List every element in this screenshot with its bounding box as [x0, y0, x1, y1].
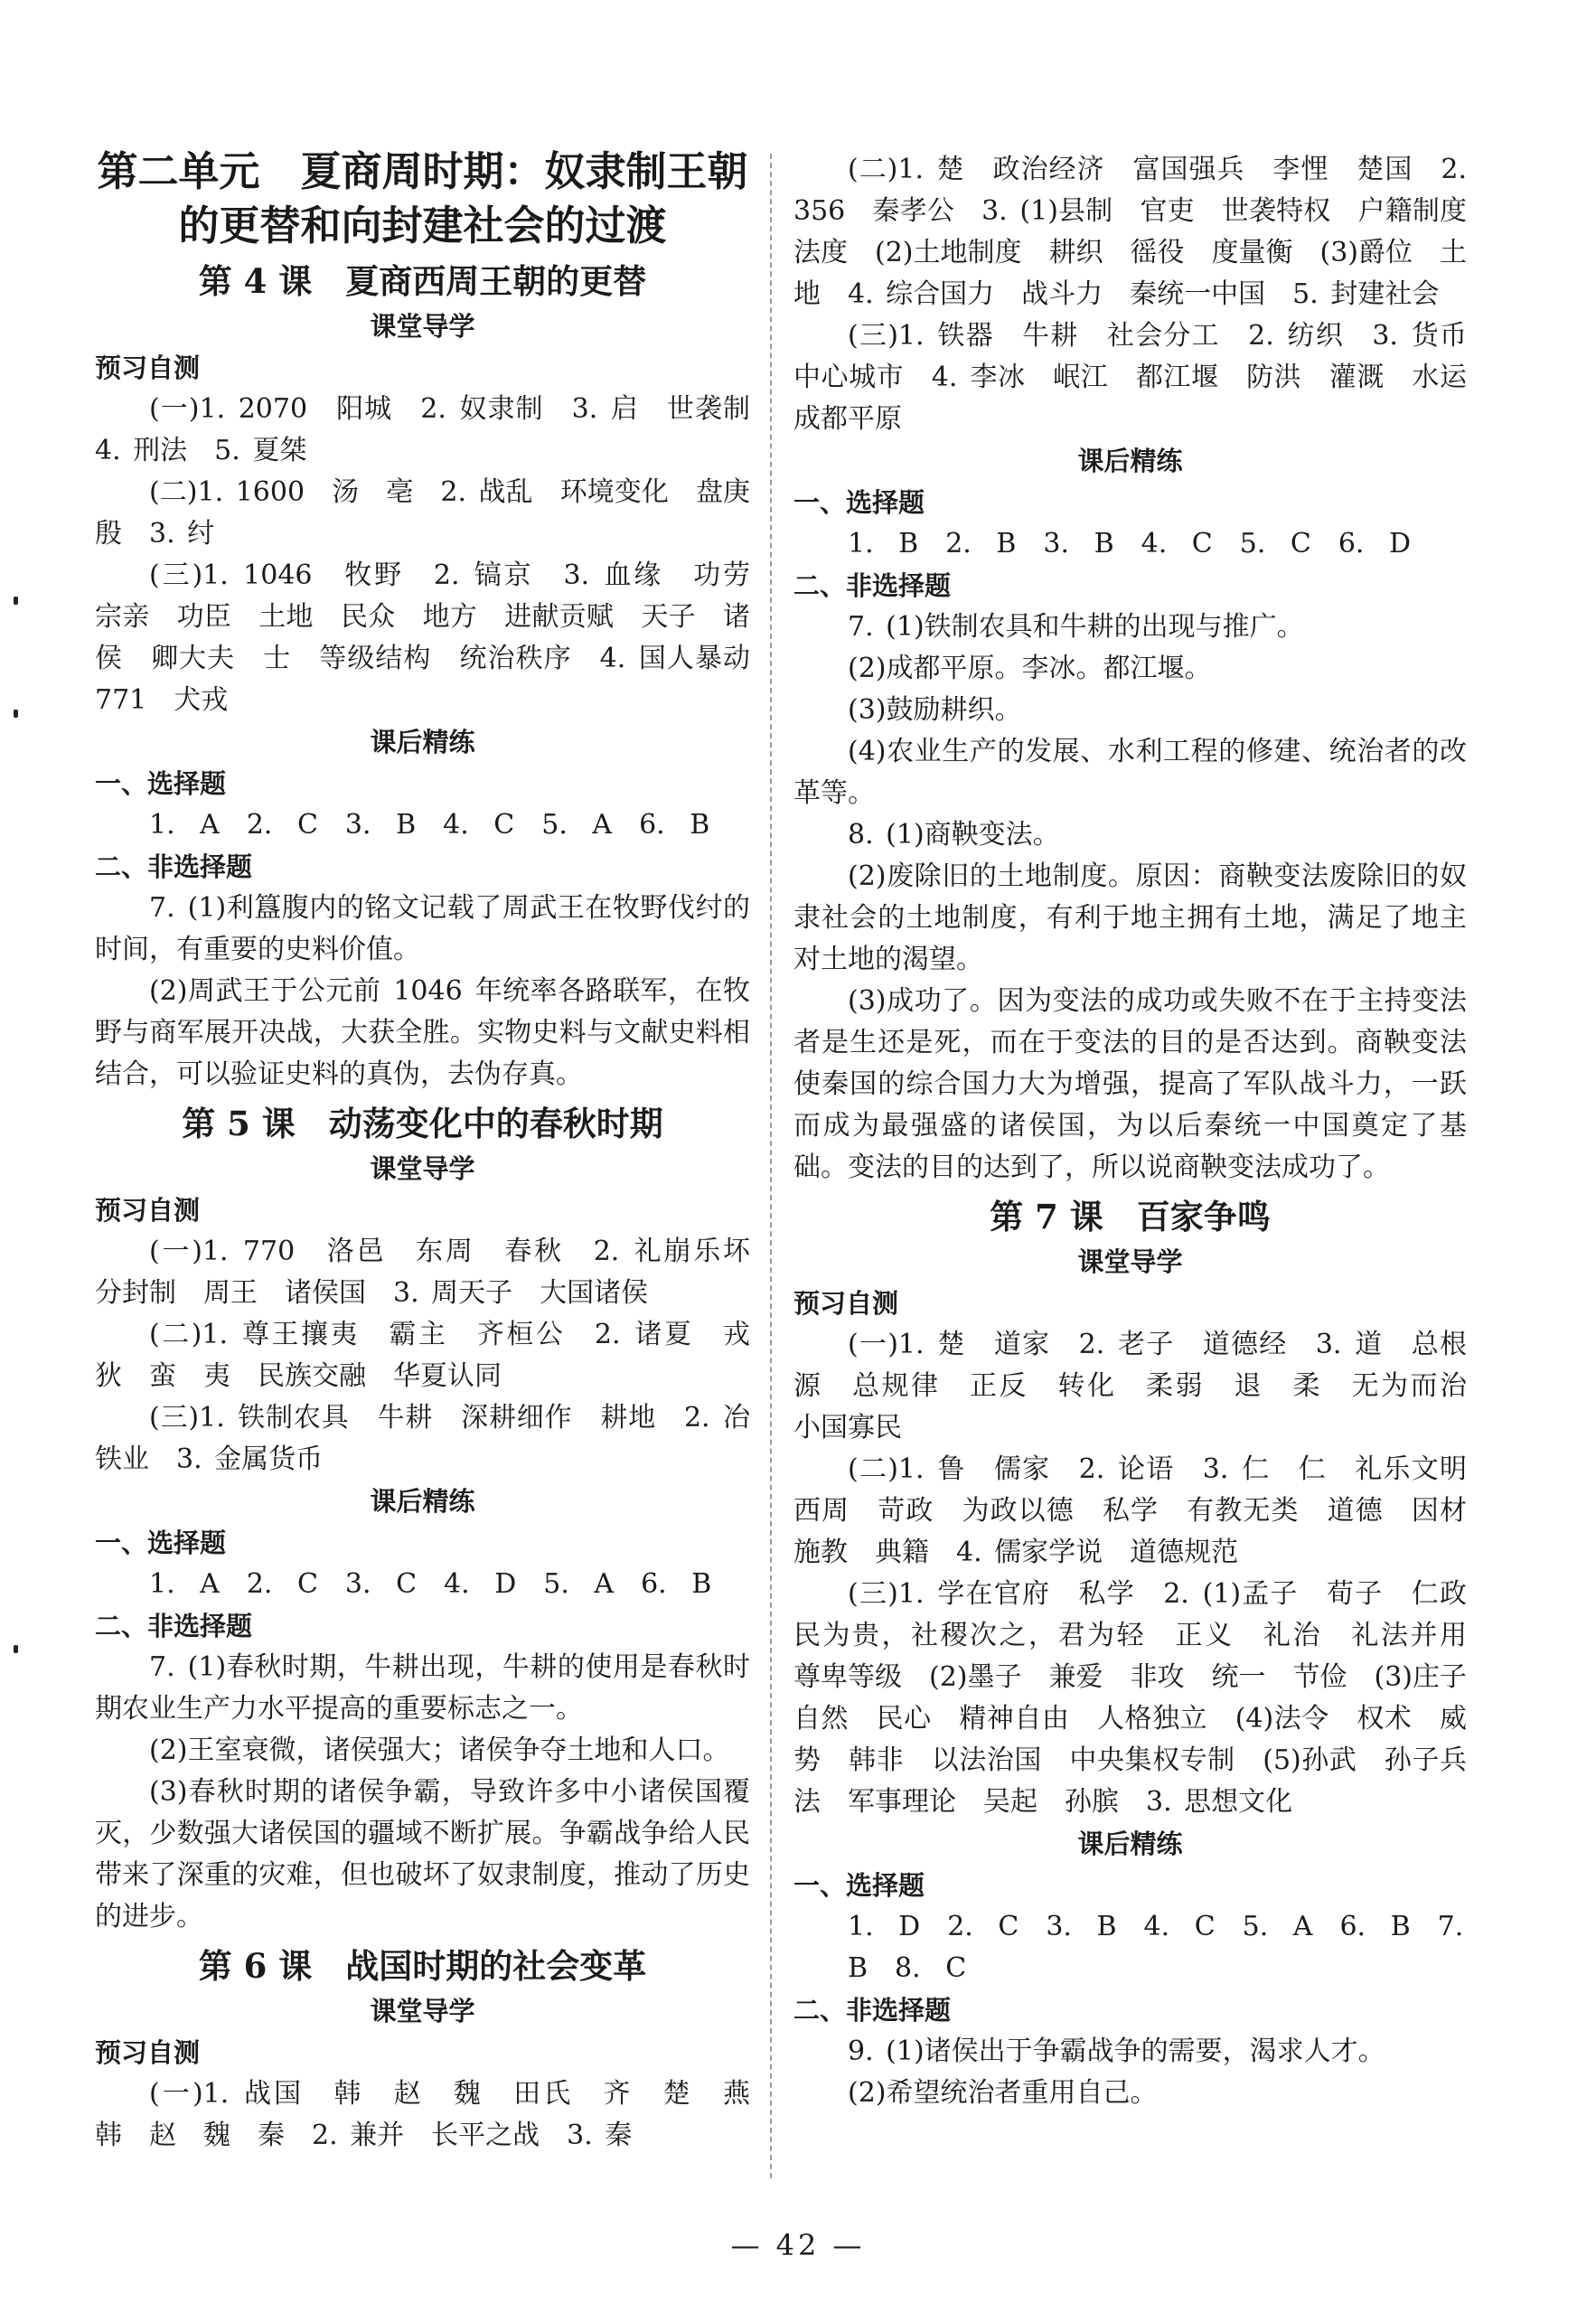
lesson7-preview-2: (二)1. 鲁 儒家 2. 论语 3. 仁 仁 礼乐文明 西周 苛政 为政以德 私学 有教无类 道德 因材施教 典籍 4. 儒家学说 道德规范 [793, 1453, 1494, 1568]
lesson5-q7-3: (3)春秋时期的诸侯争霸，导致许多中小诸侯国覆灭，少数强大诸侯国的疆域不断扩展。争霸战争给人民带来了深重的灾难，但也破坏了奴隶制度，推动了历史的进步。 [95, 1776, 750, 1932]
lesson7-kehou: 课后精练 [1077, 1829, 1183, 1859]
lesson6-q7-2: (2)成都平原。李冰。都江堰。 [848, 653, 1212, 684]
lesson7-feixuanze: 二、非选择题 [793, 1995, 952, 2026]
scan-mark [14, 1645, 18, 1653]
lesson5-feixuanze: 二、非选择题 [95, 1611, 253, 1641]
lesson6-choices: 1. B 2. B 3. B 4. C 5. C 6. D [848, 528, 1412, 559]
lesson4-kehou: 课后精练 [370, 727, 475, 757]
lesson6-ketang: 课堂导学 [370, 1996, 475, 2026]
lesson7-q9-1: 9. (1)诸侯出于争霸战争的需要，渴求人才。 [848, 2036, 1385, 2067]
lesson6-q7-1: 7. (1)铁制农具和牛耕的出现与推广。 [848, 611, 1304, 643]
lesson5-preview-2: (二)1. 尊王攘夷 霸主 齐桓公 2. 诸夏 戎 狄 蛮 夷 民族交融 华夏认同 [95, 1319, 777, 1392]
unit-title [95, 145, 750, 253]
lesson4-preview-1: (一)1. 2070 阳城 2. 奴隶制 3. 启 世袭制 4. 刑法 5. 夏桀 [95, 393, 777, 466]
column-divider [770, 154, 772, 2178]
lesson7-title: 第 7 课 百家争鸣 [990, 1197, 1271, 1236]
lesson4-preview-2: (二)1. 1600 汤 亳 2. 战乱 环境变化 盘庚 殷 3. 纣 [95, 476, 777, 550]
lesson4-title: 第 4 课 夏商西周王朝的更替 [198, 261, 647, 301]
lesson5-q7-2: (2)王室衰微，诸侯强大；诸侯争夺土地和人口。 [149, 1735, 730, 1766]
lesson6-q7-4: (4)农业生产的发展、水利工程的修建、统治者的改革等。 [793, 736, 1467, 809]
lesson5-xuanze: 一、选择题 [95, 1528, 227, 1558]
lesson4-xuanze: 一、选择题 [95, 768, 227, 799]
lesson6-feixuanze: 二、非选择题 [793, 570, 952, 601]
lesson7-xuanze: 一、选择题 [793, 1870, 925, 1901]
unit-title-line2: 的更替和向封建社会的过渡 [178, 202, 667, 249]
lesson5-preview-3: (三)1. 铁制农具 牛耕 深耕细作 耕地 2. 冶铁业 3. 金属货币 [95, 1402, 750, 1475]
right-column [793, 149, 1494, 2114]
lesson6-xuanze: 一、选择题 [793, 487, 925, 518]
lesson4-choices: 1. A 2. C 3. B 4. C 5. A 6. B [149, 809, 710, 841]
lesson4-preview-3: (三)1. 1046 牧野 2. 镐京 3. 血缘 功劳 宗亲 功臣 土地 民众 地方 进献贡赋 天子 诸侯 卿大夫 士 等级结构 统治秩序 4. 国人暴动 771 犬戎 [95, 559, 777, 716]
lesson5-ketang: 课堂导学 [370, 1153, 475, 1184]
lesson6-preview-3: (三)1. 铁器 牛耕 社会分工 2. 纺织 3. 货币 中心城市 4. 李冰 岷江 都江堰 防洪 灌溉 水运 成都平原 [793, 320, 1494, 435]
lesson4-q7-1: 7. (1)利簋腹内的铭文记载了周武王在牧野伐纣的时间，有重要的史料价值。 [95, 892, 750, 965]
lesson5-kehou: 课后精练 [370, 1486, 475, 1517]
lesson6-q7-3: (3)鼓励耕织。 [848, 694, 1022, 726]
page-number: — 42 — [730, 2228, 866, 2262]
lesson5-title: 第 5 课 动荡变化中的春秋时期 [182, 1104, 663, 1143]
scan-mark [14, 710, 18, 718]
lesson6-preview-1: (一)1. 战国 韩 赵 魏 田氏 齐 楚 燕 韩 赵 魏 秦 2. 兼并 长平之战 3. 秦 [95, 2078, 777, 2151]
lesson4-yuxi: 预习自测 [95, 353, 201, 383]
lesson5-q7-1: 7. (1)春秋时期，牛耕出现，牛耕的使用是春秋时期农业生产力水平提高的重要标志之一。 [95, 1651, 750, 1725]
lesson5-choices: 1. A 2. C 3. C 4. D 5. A 6. B [149, 1568, 712, 1600]
lesson6-yuxi: 预习自测 [95, 2037, 201, 2068]
lesson4-q7-2: (2)周武王于公元前 1046 年统率各路联军，在牧野与商军展开决战，大获全胜。实物史料与文献史料相结合，可以验证史料的真伪，去伪存真。 [95, 975, 750, 1090]
lesson7-q9-2: (2)希望统治者重用自己。 [848, 2077, 1158, 2109]
lesson6-kehou: 课后精练 [1077, 446, 1183, 476]
lesson6-preview-2: (二)1. 楚 政治经济 富国强兵 李悝 楚国 2. 356 秦孝公 3. (1)县制 官吏 世袭特权 户籍制度 法度 (2)土地制度 耕织 徭役 度量衡 (3)爵位 土地 4. 综合国力 战斗力 秦统一中国 5. 封建社会 [793, 154, 1494, 310]
scan-mark [14, 597, 18, 605]
left-column [95, 145, 777, 2157]
lesson6-q8-1: 8. (1)商鞅变法。 [848, 819, 1060, 851]
lesson5-yuxi: 预习自测 [95, 1195, 201, 1226]
lesson7-preview-1: (一)1. 楚 道家 2. 老子 道德经 3. 道 总根源 总规律 正反 转化 柔弱 退 柔 无为而治 小国寡民 [793, 1329, 1494, 1443]
lesson7-preview-3: (三)1. 学在官府 私学 2. (1)孟子 荀子 仁政 民为贵，社稷次之，君为轻 正义 礼治 礼法并用 尊卑等级 (2)墨子 兼爱 非攻 统一 节俭 (3)庄子 自然 民心 精神自由 人格独立 (4)法令 权术 威势 韩非 以法治国 中央集权专制 (5)孙武 孙子兵法 军事理论 吴起 孙膑 3. 思想文化 [793, 1578, 1494, 1818]
lesson7-choices: 1. D 2. C 3. B 4. C 5. A 6. B 7. B 8. C [848, 1911, 1488, 1984]
lesson4-feixuanze: 二、非选择题 [95, 851, 253, 882]
lesson6-q8-2: (2)废除旧的土地制度。原因：商鞅变法废除旧的奴隶社会的土地制度，有利于地主拥有土地，满足了地主对土地的渴望。 [793, 860, 1467, 975]
lesson7-yuxi: 预习自测 [793, 1288, 899, 1319]
unit-title-line1: 第二单元 夏商周时期：奴隶制王朝 [97, 147, 748, 195]
lesson5-preview-1: (一)1. 770 洛邑 东周 春秋 2. 礼崩乐坏 分封制 周王 诸侯国 3. 周天子 大国诸侯 [95, 1236, 777, 1309]
lesson6-title: 第 6 课 战国时期的社会变革 [198, 1946, 647, 1986]
lesson7-ketang: 课堂导学 [1077, 1246, 1183, 1277]
lesson6-q8-3: (3)成功了。因为变法的成功或失败不在于主持变法者是生还是死，而在于变法的目的是否达到。商鞅变法使秦国的综合国力大为增强，提高了军队战斗力，一跃而成为最强盛的诸侯国，为以后秦统一中国奠定了基础。变法的目的达到了，所以说商鞅变法成功了。 [793, 985, 1467, 1183]
lesson4-ketang: 课堂导学 [370, 311, 475, 342]
